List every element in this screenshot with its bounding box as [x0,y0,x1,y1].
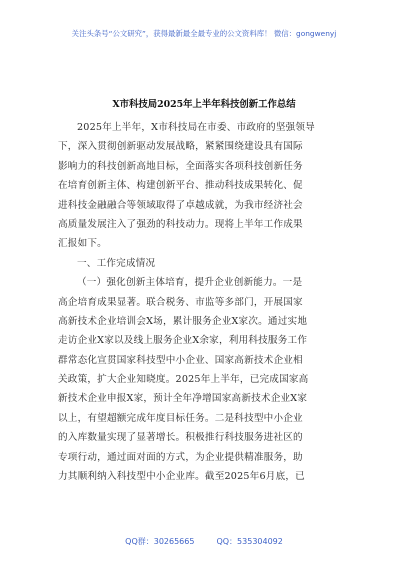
body-line: 力其顺利纳入科技型中小企业库。截至2025年6月底，已 [58,471,305,483]
body-line: 高新技术企业培训会X场，累计服务企业X家次。通过实地 [58,315,308,327]
qq-group-number: 30265665 [153,537,195,546]
body-line: 关政策，扩大企业知晓度。2025年上半年，已完成国家高 [58,374,309,386]
document-title: X市科技局2025年上半年科技创新工作总结 [112,99,296,110]
body-line: 高质量发展注入了强劲的科技动力。现将上半年工作成果 [58,218,303,230]
document-body [58,118,353,486]
contact-footer [0,536,408,547]
body-line: 专项行动，通过面对面的方式，为企业提供精准服务，助 [58,451,303,463]
body-line: 的入库数量实现了显著增长。积极推行科技服务进社区的 [58,432,303,444]
body-line: 影响力的科技创新高地目标，全面落实各项科技创新任务 [58,160,303,172]
qq-number: 535304092 [237,537,283,546]
body-line: 下，深入贯彻创新驱动发展战略，紧紧围绕建设具有国际 [58,141,303,153]
body-line: 走访企业X家以及线上服务企业X余家，利用科技服务工作 [58,335,308,347]
body-line: 新技术企业申报X家，预计全年净增国家高新技术企业X家 [58,393,308,405]
body-line: （一）强化创新主体培育，提升企业创新能力。一是 [77,277,303,289]
qq-label: QQ： [216,537,238,546]
body-line: 2025年上半年，X市科技局在市委、市政府的坚强领导 [77,122,315,133]
body-line: 进科技金融融合等领域取得了卓越成就，为我市经济社会 [58,199,303,211]
body-line: 群常态化宣贯国家科技型中小企业、国家高新技术企业相 [58,354,303,366]
body-line: 在培育创新主体、构建创新平台、推动科技成果转化、促 [58,180,303,192]
body-line: 以上，有望超额完成年度目标任务。二是科技型中小企业 [58,412,303,424]
body-line: 高企培育成果显著。联合税务、市监等多部门，开展国家 [58,296,303,308]
promo-header: 关注头条号“公文研究”，获得最新最全最专业的公文资料库！ 微信：gongwenyj [71,29,337,38]
section-heading: 一、工作完成情况 [77,257,156,269]
qq-group-label: QQ群： [125,537,154,546]
body-line: 汇报如下。 [58,238,107,250]
